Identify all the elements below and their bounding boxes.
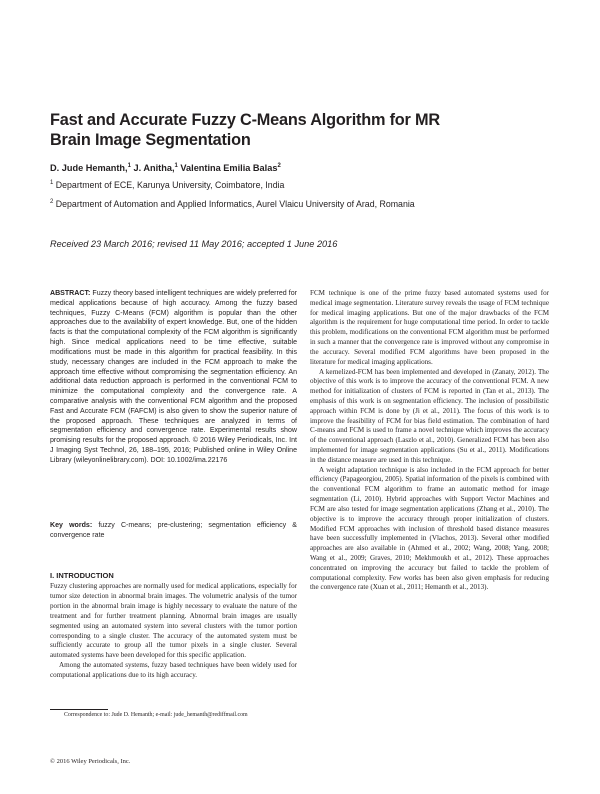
affiliation-mark: 2	[50, 199, 54, 206]
abstract	[50, 289, 297, 466]
copyright-notice: © 2016 Wiley Periodicals, Inc.	[50, 758, 131, 765]
affiliation-text: Department of ECE, Karunya University, Coimbatore, India	[53, 180, 285, 190]
section-heading-introduction: I. INTRODUCTION	[50, 571, 114, 580]
author-list	[50, 163, 281, 173]
affiliation-2	[50, 199, 415, 209]
paragraph: A weight adaptation technique is also included in the FCM approach for better efficiency (Papageorgiou, 2005). Spatial information of the pixels is combined with the conventional FCM algorithm to frame an automatic method for image segmentation (Li, 2010). Hybrid approaches with Support Vector Machines and FCM are also tested for image segmentation applications (Zhang et al., 2010). The objective is to improve the accuracy through proper initialization of clusters. Modified FCM approaches with inclusion of threshold based distance measures have been successfully implemented in (Vlachos, 2013). Several other modified approaches are also available in (Ahmed et al., 2002; Wang, 2008; Yang, 2008; Wang et al., 2009; Graves, 2010; Mekhmoukh et al., 2012). These approaches concentrated on improving the accuracy but failed to tackle the problem of computational complexity. Few works has been also given emphasis for reducing the convergence rate (Xuan et al., 2011; Hemanth et al., 2013).	[310, 465, 549, 592]
paper-title: Fast and Accurate Fuzzy C-Means Algorithm for MR Brain Image Segmentation	[50, 111, 440, 149]
paragraph: Fuzzy clustering approaches are normally used for medical applications, especially for tumor size detection in abnormal brain images. The volumetric analysis of the tumor portion in the abnormal brain image is highly necessary to evaluate the nature of the treatment and for further treatment planning. Abnormal brain images are usually segmented using an automated system into several clusters with the tumor portion corresponding to a single cluster. The accuracy of the automated system must be sufficiently accurate to group all the tumor pixels in a single cluster. Several automated systems have been developed for this specific application.	[50, 582, 297, 660]
paragraph: A kernelized-FCM has been implemented and developed in (Zanaty, 2012). The objective of this work is to improve the accuracy of the conventional FCM. A new method for initialization of clusters of FCM is reported in (Tan et al., 2013). The emphasis of this work is on segmentation efficiency. The inclusion of possibilistic approach within FCM is done by (Ji et al., 2011). The focus of this work is to improve the feasibility of FCM for bias field estimation. The combination of hard C-means and FCM is used to frame a novel technique which improves the accuracy of the conventional approach (Laszlo et al., 2010). Generalized FCM has been also implemented for image segmentation applications (Su et al., 2011). Modifications in the distance measure are used in this technique.	[310, 367, 549, 464]
affiliation-mark: 1	[50, 180, 54, 187]
author-affiliation-mark: 2	[277, 163, 281, 169]
paragraph: FCM technique is one of the prime fuzzy based automated systems used for medical image segmentation. Literature survey reveals the usage of FCM technique for medical imaging applications. But one of the major drawbacks of the FCM algorithm is the requirement for huge computational time period. In order to tackle this problem, modifications on the conventional FCM algorithm must be performed in such a manner that the convergence rate is improved without any compromise in the accuracy. Several modified FCM algorithms have been proposed in the literature for medical imaging applications.	[310, 289, 549, 366]
author-name: D. Jude Hemanth,	[50, 163, 128, 174]
author-name: Valentina Emilia Balas	[177, 163, 278, 174]
footnote-divider	[50, 709, 108, 710]
paragraph: Among the automated systems, fuzzy based techniques have been widely used for computational applications due to its high accuracy.	[50, 661, 297, 680]
abstract-label: ABSTRACT:	[50, 290, 91, 297]
keywords-text: fuzzy C-means; pre-clustering; segmentation efficiency & convergence rate	[50, 522, 297, 539]
affiliation-text: Department of Automation and Applied Informatics, Aurel Vlaicu University of Arad, Romania	[53, 199, 415, 209]
author-name: J. Anitha,	[130, 163, 175, 174]
introduction-body	[50, 582, 297, 681]
author-affiliation-mark: 1	[127, 163, 131, 169]
received-dates: Received 23 March 2016; revised 11 May 2016; accepted 1 June 2016	[50, 239, 338, 249]
keywords	[50, 521, 297, 541]
correspondence-footnote: Correspondence to: Jude D. Hemanth; e-mail: jude_hemanth@rediffmail.com	[64, 712, 248, 718]
author-affiliation-mark: 1	[174, 163, 178, 169]
affiliation-1	[50, 180, 284, 190]
right-column-body	[310, 289, 549, 593]
keywords-label: Key words:	[50, 522, 93, 529]
abstract-text: Fuzzy theory based intelligent techniques are widely preferred for medical applications because of high accuracy. Among the fuzzy based techniques, Fuzzy C-Means (FCM) algorithm is popular than the other approaches due to the availability of expert knowledge. But, one of the hidden facts is that the computational complexity of the FCM algorithm is significantly high. Since medical applications need to be time effective, suitable modifications must be made in this algorithm for practical feasibility. In this study, necessary changes are included in the FCM approach to make the approach time effective without compromising the segmentation efficiency. An additional data reduction approach is performed in the conventional FCM to minimize the computational complexity and the convergence rate. A comparative analysis with the conventional FCM algorithm and the proposed Fast and Accurate FCM (FAFCM) is also given to show the superior nature of the proposed approach. These techniques are analyzed in terms of segmentation efficiency and convergence rate. Experimental results show promising results for the proposed approach. © 2016 Wiley Periodicals, Inc. Int J Imaging Syst Technol, 26, 188–195, 2016; Published online in Wiley Online Library (wileyonlinelibrary.com). DOI: 10.1002/ima.22176	[50, 290, 297, 464]
